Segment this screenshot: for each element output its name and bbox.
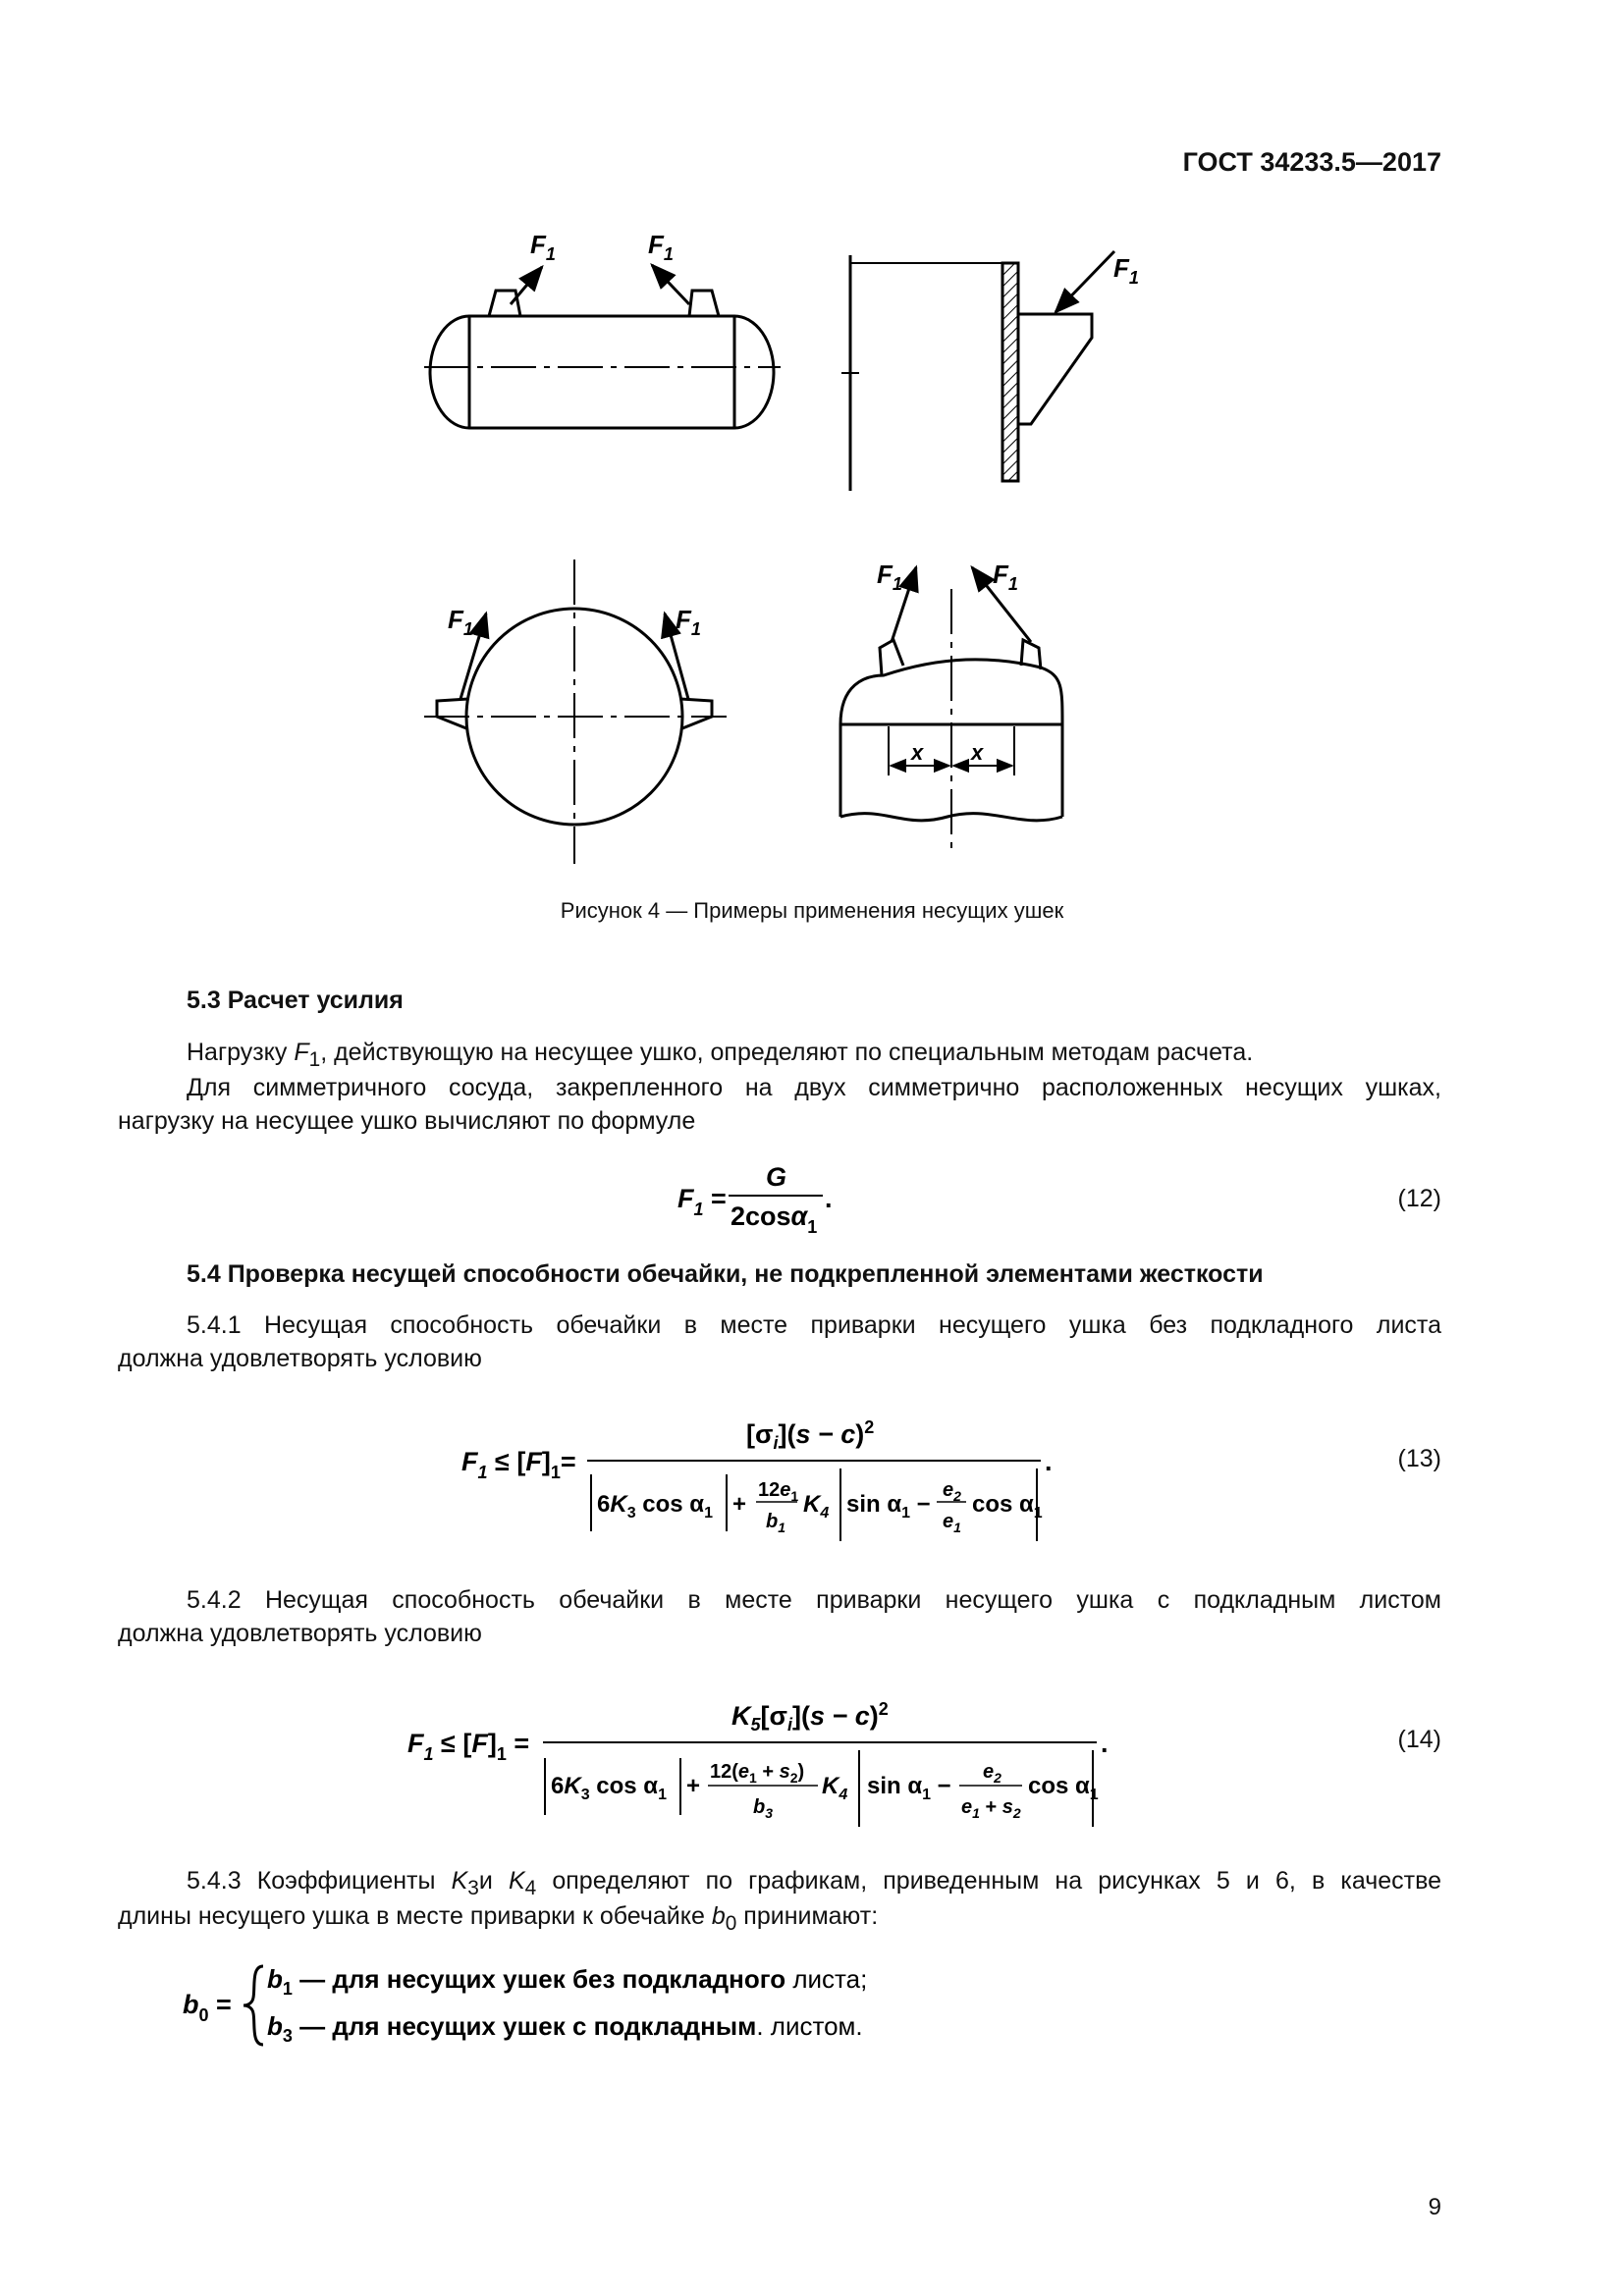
formula-12 xyxy=(668,1158,864,1237)
svg-text:.: . xyxy=(1045,1447,1053,1476)
svg-text:6K3 cos α1: $6K_3$ $\cos \alpha_1$ xyxy=(597,1491,713,1522)
formula-14-number: (14) xyxy=(1397,1726,1441,1753)
svg-text:G: G xyxy=(766,1162,787,1192)
svg-text:+: + xyxy=(686,1773,701,1799)
document-code: ГОСТ 34233.5—2017 xyxy=(1182,147,1441,177)
svg-text:6K3 cos α1: $6K_3$ $\cos \alpha_1$ xyxy=(551,1773,667,1803)
svg-text:F1 ≤ [F]1=: $F_1 \le [F]_1=$ xyxy=(461,1447,576,1482)
figure-caption: Рисунок 4 — Примеры применения несущих ушек xyxy=(560,898,1064,923)
horizontal-vessel xyxy=(424,265,781,428)
label-f1-g: $F_1$ xyxy=(993,560,1018,594)
section-5-3-para1: Нагрузку $F_1$, действующую на несущее ушко, определяют по специальным методам расчета. xyxy=(187,1039,1254,1071)
section-5-4-1-line2: должна удовлетворять условию xyxy=(118,1345,482,1372)
svg-text:F1 ≤ [F]1 =: $F_1 \le [F]_1$ = xyxy=(407,1729,530,1764)
label-f1-e: $F_1$ xyxy=(676,605,701,639)
svg-text:cos α1: $\cos \alpha_1$ xyxy=(1028,1773,1099,1803)
section-5-4-2-line1: 5.4.2 Несущая способность обечайки в месте приварки несущего ушка с подкладным листом xyxy=(187,1586,1441,1614)
figure-4-drawing xyxy=(0,0,1624,883)
section-5-4-3-line1: 5.4.3 Коэффициенты $K_3и$ $K_4$ определяют по графикам, приведенным на рисунках 5 и 6, в качестве xyxy=(187,1867,1441,1899)
svg-text:b3: $b_3$ xyxy=(753,1796,774,1821)
svg-text:12e1: $12e_1$ xyxy=(758,1479,799,1504)
section-5-3-title: 5.3 Расчет усилия xyxy=(187,987,404,1014)
svg-text:K4: $K_4$ xyxy=(803,1491,830,1522)
svg-text:K5[σi](s − c)2: $K_5[\sigma_i](s - c)^2$ xyxy=(731,1699,889,1735)
svg-text:+: + xyxy=(732,1491,747,1518)
svg-text:sin α1 −: $\sin \alpha_1$ − xyxy=(867,1773,951,1803)
label-f1-a: $F_1$ xyxy=(530,230,556,264)
head-section xyxy=(840,567,1062,854)
svg-text:.: . xyxy=(825,1184,833,1213)
label-f1-b: $F_1$ xyxy=(648,230,674,264)
svg-text:K4: $K_4$ xyxy=(822,1773,848,1803)
formula-13-number: (13) xyxy=(1397,1445,1441,1472)
section-5-4-title: 5.4 Проверка несущей способности обечайки, не подкрепленной элементами жесткости xyxy=(187,1260,1264,1288)
label-f1-c: $F_1$ xyxy=(1113,253,1139,288)
svg-text:e1 + s2: $e_1 + s_2$ xyxy=(961,1796,1021,1821)
svg-text:e1: $e_1$ xyxy=(943,1511,961,1535)
section-5-4-1-line1: 5.4.1 Несущая способность обечайки в месте приварки несущего ушка без подкладного листа xyxy=(187,1311,1441,1339)
svg-text:b0 =: $b_0$ = xyxy=(183,1990,232,2025)
svg-text:.: . xyxy=(1101,1729,1109,1758)
svg-text:12(e1 + s2): $12(e_1 + s_2)$ xyxy=(710,1761,805,1786)
svg-text:cos α1: $\cos \alpha_1$ xyxy=(972,1491,1043,1522)
case-b1: $b_1$ — для несущих ушек без подкладного листа; xyxy=(267,1964,868,1999)
section-5-3-para2-line2: нагрузку на несущее ушко вычисляют по формуле xyxy=(118,1107,696,1135)
formula-12-number: (12) xyxy=(1397,1185,1441,1212)
wall-bracket xyxy=(841,251,1114,491)
svg-text:sin α1 −: $\sin \alpha_1$ − xyxy=(846,1491,931,1522)
svg-text:[σi](s − c)2: $[\sigma_i](s - c)^2$ xyxy=(746,1417,875,1453)
svg-text:e2: $e_2$ xyxy=(943,1479,961,1504)
svg-text:2cosα1: 2cosα$_1$ xyxy=(731,1201,818,1237)
section-5-4-3-line2: длины несущего ушка в месте приварки к обечайке $b_0$ принимают: xyxy=(118,1902,879,1935)
label-f1-f: $F_1$ xyxy=(877,560,902,594)
section-5-3-para2-line1: Для симметричного сосуда, закрепленного на двух симметрично расположенных несущих ушках, xyxy=(187,1074,1441,1101)
b0-cases xyxy=(177,1949,952,2056)
formula-14 xyxy=(398,1683,1124,1841)
svg-text:e2: $e_2$ xyxy=(983,1761,1001,1786)
case-b3: $b_3$ — для несущих ушек с подкладным. листом. xyxy=(267,2011,863,2046)
page-number: 9 xyxy=(1428,2194,1441,2220)
formula-13 xyxy=(452,1404,1060,1551)
svg-text:F1 =: $F_1$ = xyxy=(677,1184,727,1219)
section-5-4-2-line2: должна удовлетворять условию xyxy=(118,1620,482,1647)
label-f1-d: $F_1$ xyxy=(448,605,473,639)
label-x-a: x xyxy=(911,740,924,765)
svg-text:b1: $b_1$ xyxy=(766,1511,786,1535)
label-x-b: x xyxy=(971,740,984,765)
